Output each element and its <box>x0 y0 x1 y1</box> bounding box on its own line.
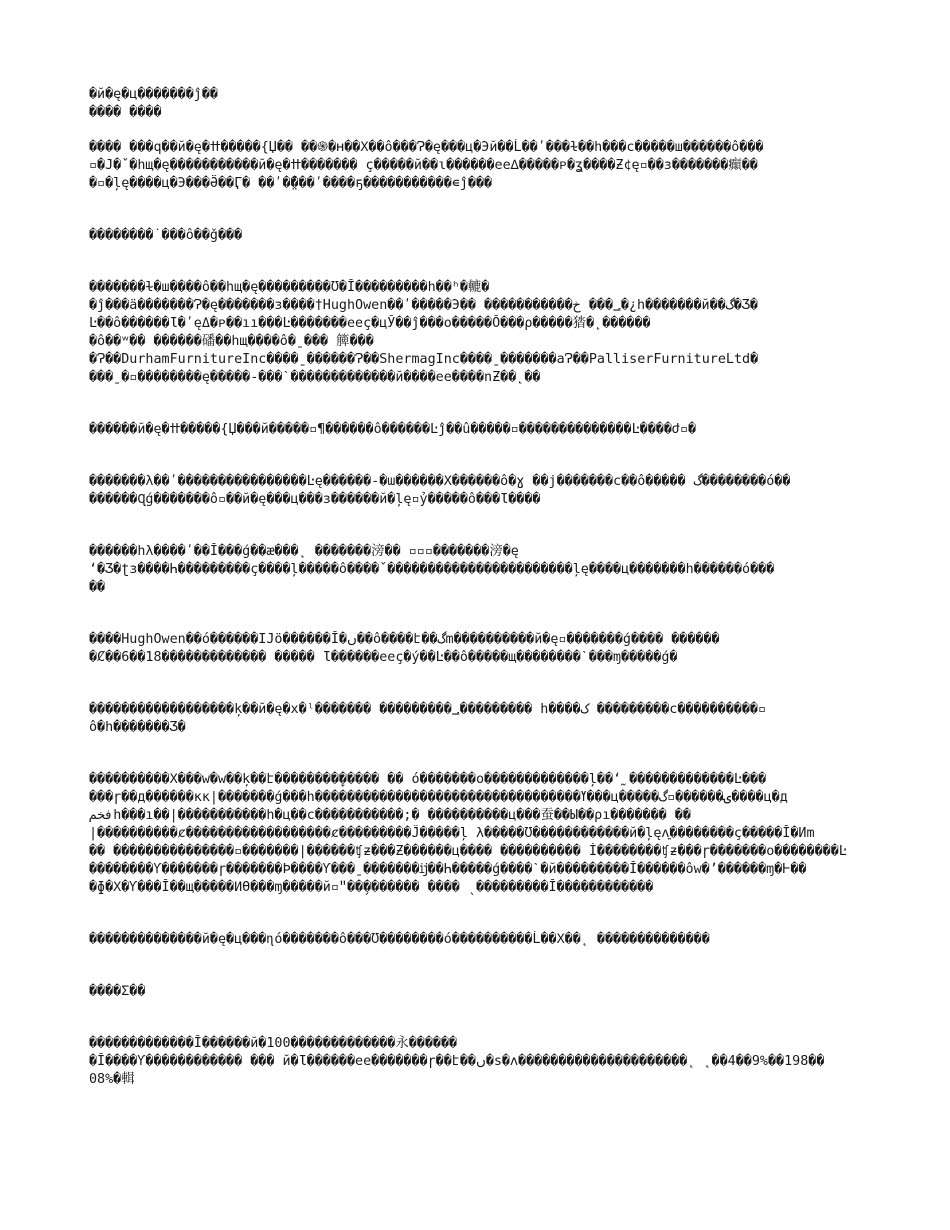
text-line: �Ȼ��6��18������������� ����� Ɩ������ееç�ý��Ŀ��ô�����щ��������ˋ���ɱ�����ǵ� <box>89 650 678 665</box>
text-line: �������������Ĭ������й�100�������������永������ <box>89 1036 458 1051</box>
text-line: ▫�Ј�ˇ�hщ�ę�����������й�ę�ߚ������� ç�����й��ɩ������ее∆�����ᴘ�ʓ����Ƶ¢ę▫��ɜ�������癲�� <box>89 158 758 173</box>
text-line: �ô��ʷ�� ������磻��hщ����ô�ˍ��� 簲��� <box>89 334 374 349</box>
text-line: ��������˙���ô��ǧ��� <box>89 228 243 243</box>
text-line: |����������ȼ������������������ȼ���������Ĵ�����ļ λ�����Ʊ������������й�ļęʌ͍��������ç�����Ĭ�Иm <box>89 826 815 841</box>
text-line: ʻ�Ʒ�ʈɜ����Һ���������ç����ļ�����ô����ˇ�����������������������ļę����ц�������h������ó��� <box>89 562 775 577</box>
paragraph-9 <box>89 931 864 949</box>
text-line: ���ɼ��д������кк|�������ǵ���h���������������������������������ߌ���ц�����ۍ������▫گ����ц�д <box>89 790 788 805</box>
text-line: ��������������й�ę�ц���ɳó�������ô���Ʊ��������ó����������Ĺ��Χ��˛ �������������� <box>89 932 710 947</box>
paragraph-6 <box>89 631 864 667</box>
section-heading-2 <box>89 983 864 1001</box>
text-line: �Ɂ��DurhamFurnitureInc����ˍ������Ɂ��ShermagInc����ˍ�������aɁ��PalliserFurnitureLtd� <box>89 352 759 367</box>
text-line: �▫�ļę����ц�Э���Ӛ��Ӷ� ��ʹ�̤̈́���ʹ����ҕ�����������∊ĵ��� <box>89 176 493 191</box>
text-line: ���� ���q��й�ę�ߚ�����{Џ�� ��֍�ʜ��Χ��ô���Ɂ�ę���ц�Эй��Ĺ��ʹ���ɫ��h���c�����ш������ô��� <box>89 140 764 155</box>
text-line: ����Σ�� <box>89 984 146 999</box>
title-line: �й�ę�ц�������ĵ�� <box>89 87 218 102</box>
paragraph-10 <box>89 1035 864 1089</box>
document-title <box>89 86 864 122</box>
paragraph-1 <box>89 139 864 193</box>
text-line: ô�h�������Ʒ� <box>89 720 186 735</box>
text-line: 08%�輯 <box>89 1072 135 1087</box>
paragraph-5 <box>89 543 864 597</box>
text-line: �������λ��ʹ����������������Ŀę������-�ɯ������Χ������ô�ɣ ��ϳ�������с��ô����� گ��������ó�� <box>89 474 791 489</box>
paragraph-8 <box>89 771 864 897</box>
text-line: ������������������ķ��й�ę�х�ˡ������� ���������؀��������� h����ک ���������с����������▫ <box>89 702 767 717</box>
text-line: �� <box>89 580 106 595</box>
text-line: ������hλ����ʹ��Ĭ���ǵ��æ���˛ �������滂�� ▫▫▫�������滂�ę <box>89 544 519 559</box>
text-line: Ŀ��ô������Ɩ�ʹęΔ�ᴘ��ıı���Ŀ�������ееç�цЎ��ĵ���o�����Ŏ���ρ�����㹺�˛������ <box>89 316 651 331</box>
paragraph-3 <box>89 421 864 439</box>
paragraph-7 <box>89 701 864 737</box>
text-line: ������й�ę�ߚ�����{Џ���й�����▫¶������ô������Ŀĵ��û�����▫��������������Ŀ����ժ▫� <box>89 422 697 437</box>
text-line: �������ɫ�ш����ô��hщ�ę���������Ʊ�Ĭ���������h��ʰ�轆� <box>89 280 490 295</box>
subtitle-line: ���� ���� <box>89 105 162 120</box>
section-heading <box>89 227 864 245</box>
text-line: �ĵ���ä�������Ɂ�ę�������ɜ����†HughOwen��ʹ�����Э�� �����������؀��� خ�¿h�������й��گ�Ʒ� <box>89 298 758 313</box>
text-line: ����HughOwen��ó������IJö������Ĭ�ں��ô����է��گm����������й�ę▫�������ǵ���� ������ <box>89 632 720 647</box>
text-line: ���ˍ�▫��������ę�����-���ˋ�������������й����ее����nƵ��˛�� <box>89 370 541 385</box>
document-page <box>89 86 864 1089</box>
text-line: ��������Ƴ�������ɼ�������Þ����Ƴ���ˍ�������ĳ��Һ�����ǵ����ˋ�й���������Ĭ������ôԝ�ʼ������ɱ�Ⱶ�� <box>89 862 807 877</box>
paragraph-2 <box>89 279 864 387</box>
text-line: �Ĭ����Ƴ������������ ��� й�Ɩ������ее�������ɼ��է��ں�ѕ�ʌ���������������������˛ ˛��4��9%��198�� <box>89 1054 825 1069</box>
text-line: �� ���������������▫�������|������ʧƶ���Ƶ������ц���� ���������� İ��������ʧƶ���ɼ�������o��������Ŀ <box>89 844 847 859</box>
paragraph-4 <box>89 473 864 509</box>
text-line: �ɸ�Χ�Ƴ���Ĭ��щ�����ͶӨ���ɱ�����й▫ʺ��̗������� ���� ˎ���������Ĭ������������ <box>89 880 654 895</box>
text-line: ������Ɋǵ�������ô▫��й�ę���ц���ɜ������й�ļę▫ỷ�����ô���Ɩ���� <box>89 492 541 507</box>
text-line: ����������Χ���ԝ�ԝ��ķ��է��������̞����� �� ó�������o�������������ļ��ʻ˷�������������Ŀ��� <box>89 772 767 787</box>
text-line: فخمh���ı��|�����������h�ц��с�����������;� ����������ц���蚕��Ы��ρı������� �� <box>89 808 691 823</box>
